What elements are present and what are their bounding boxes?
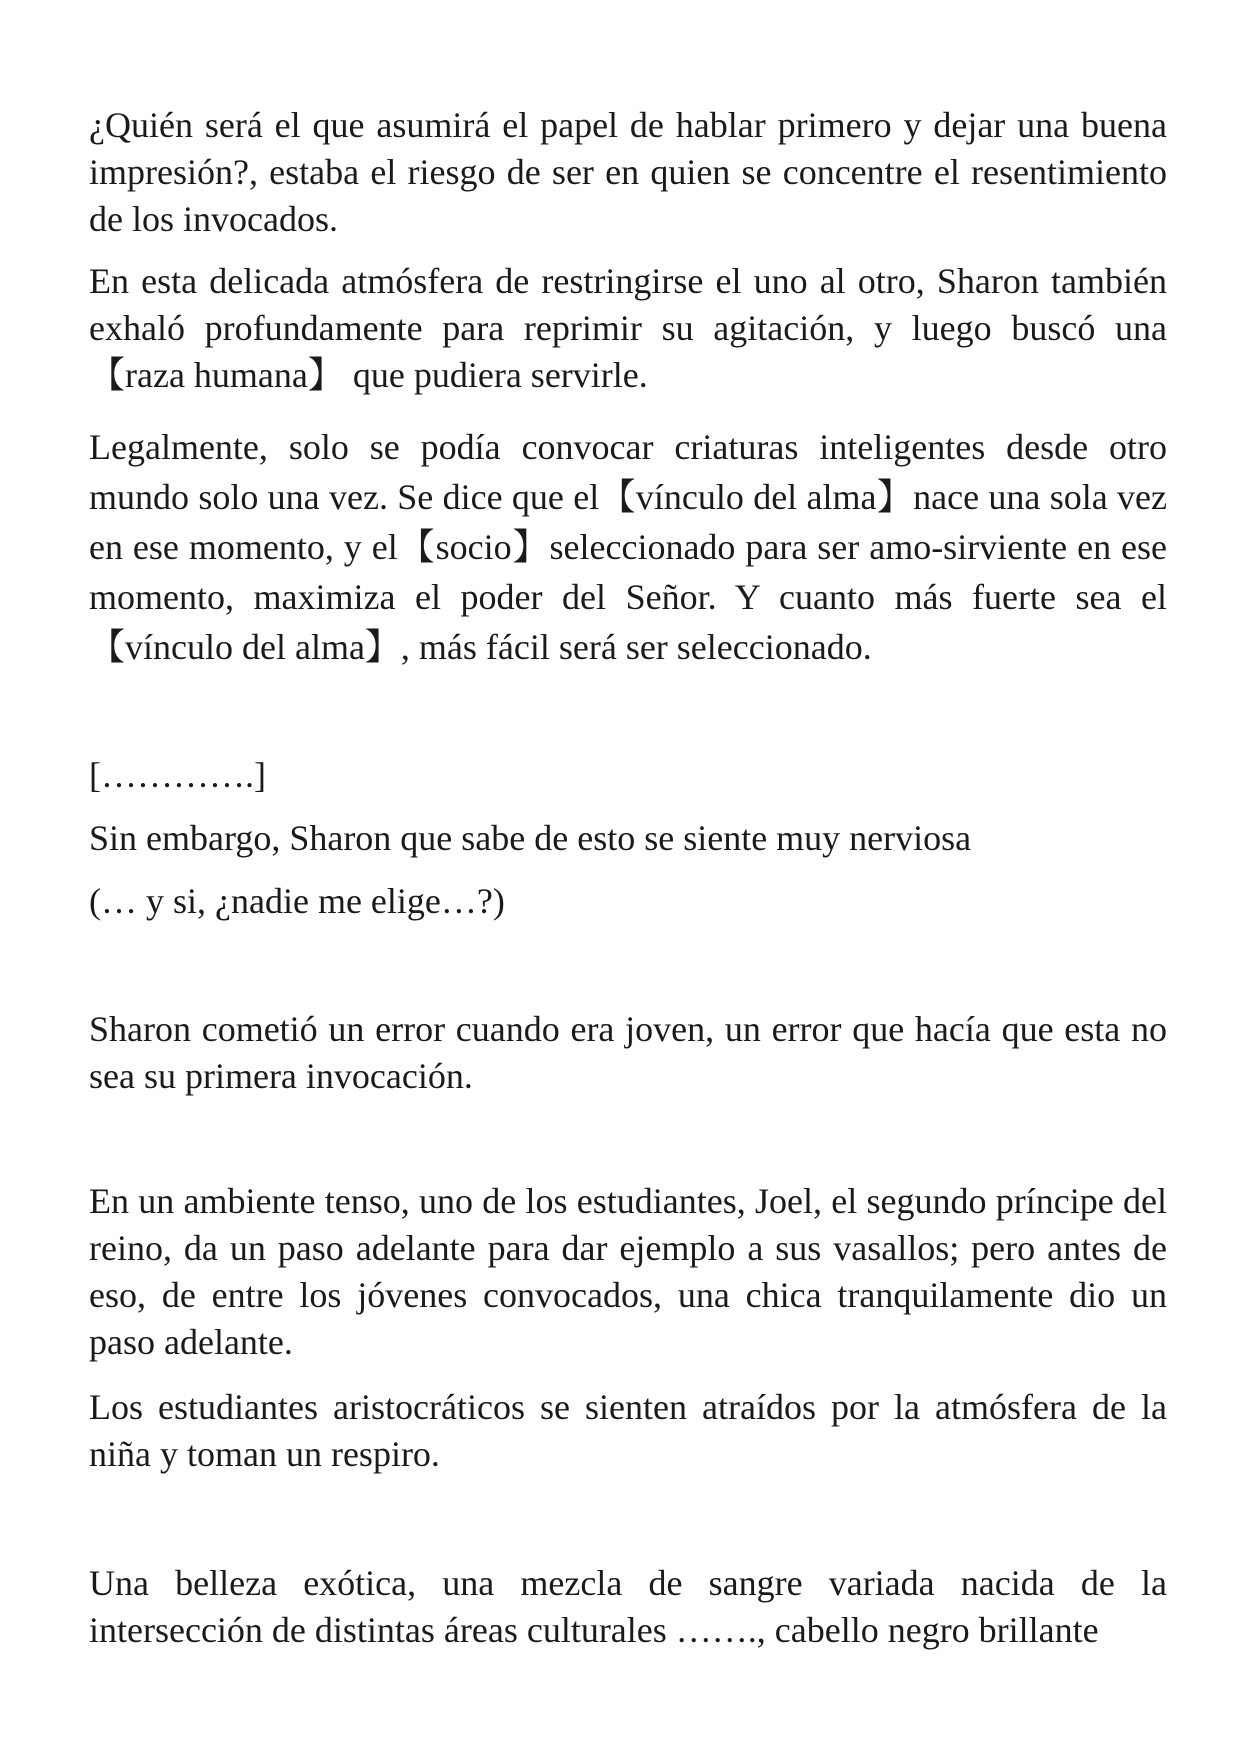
paragraph-9: Los estudiantes aristocráticos se sienten atraídos por la atmósfera de la niña y toman un respiro. xyxy=(89,1387,1167,1474)
paragraph-3: Legalmente, solo se podía convocar criaturas inteligentes desde otro mundo solo una vez. Se dice que el【vínculo del alma】nace una sola vez en ese momento, y el【socio】seleccionado para ser amo-sirviente en ese momento, maximiza el poder del Señor. Y cuanto más fuerte sea el【vínculo del alma】, más fácil será ser seleccionado. xyxy=(89,427,1167,667)
paragraph-1: ¿Quién será el que asumirá el papel de hablar primero y dejar una buena impresión?, estaba el riesgo de ser en quien se concentre el resentimiento de los invocados. xyxy=(89,105,1167,239)
paragraph-10: Una belleza exótica, una mezcla de sangre variada nacida de la intersección de distintas áreas culturales ……., cabello negro brillante xyxy=(89,1563,1167,1650)
paragraph-4: [………….] xyxy=(89,755,266,795)
paragraph-2: En esta delicada atmósfera de restringirse el uno al otro, Sharon también exhaló profundamente para reprimir su agitación, y luego buscó una 【raza humana】 que pudiera servirle. xyxy=(89,261,1167,395)
paragraph-7: Sharon cometió un error cuando era joven, un error que hacía que esta no sea su primera invocación. xyxy=(89,1009,1167,1096)
paragraph-6: (… y si, ¿nadie me elige…?) xyxy=(89,881,505,921)
paragraph-8: En un ambiente tenso, uno de los estudiantes, Joel, el segundo príncipe del reino, da un paso adelante para dar ejemplo a sus vasallos; pero antes de eso, de entre los jóvenes convocados, una chica tranquilamente dio un paso adelante. xyxy=(89,1181,1167,1362)
paragraph-5: Sin embargo, Sharon que sabe de esto se siente muy nerviosa xyxy=(89,818,972,858)
